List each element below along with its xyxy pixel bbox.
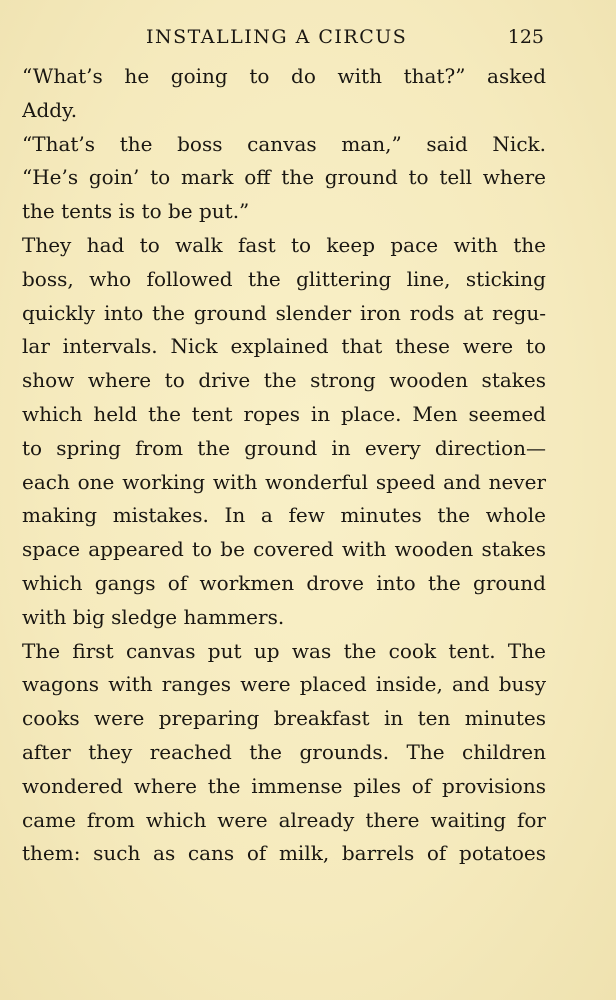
text-line: show where to drive the strong wooden stakes xyxy=(22,368,546,393)
text-line: cooks were preparing breakfast in ten minutes xyxy=(22,706,546,731)
text-line: which gangs of workmen drove into the ground xyxy=(22,570,546,595)
text-line: lar intervals. Nick explained that these were to xyxy=(22,334,546,359)
text-line: making mistakes. In a few minutes the whole xyxy=(22,503,546,528)
text-line: them: such as cans of milk, barrels of potatoes xyxy=(22,841,546,866)
text-line: to spring from the ground in every direction— xyxy=(22,435,546,460)
page-header xyxy=(0,24,616,54)
text-line: “He’s goin’ to mark off the ground to tell where xyxy=(22,165,546,190)
page-number: 125 xyxy=(507,26,544,48)
text-line: Addy. xyxy=(22,97,78,122)
text-line: each one working with wonderful speed and never xyxy=(22,469,546,494)
text-line: wondered where the immense piles of provisions xyxy=(22,773,546,798)
text-line: space appeared to be covered with wooden stakes xyxy=(22,537,546,562)
text-line: “That’s the boss canvas man,” said Nick. xyxy=(22,131,546,156)
text-line: “What’s he going to do with that?” asked xyxy=(22,64,546,88)
text-line: boss, who followed the glittering line, sticking xyxy=(22,266,546,291)
text-line: The first canvas put up was the cook tent. The xyxy=(22,638,546,663)
running-head: INSTALLING A CIRCUS xyxy=(146,26,408,48)
text-line: after they reached the grounds. The children xyxy=(22,739,546,764)
text-line: with big sledge hammers. xyxy=(22,604,285,629)
text-line: the tents is to be put.” xyxy=(22,199,250,224)
text-line: which held the tent ropes in place. Men seemed xyxy=(22,401,546,426)
text-line: quickly into the ground slender iron rods at regu- xyxy=(22,300,546,325)
text-line: came from which were already there waiting for xyxy=(22,807,546,832)
text-line: They had to walk fast to keep pace with the xyxy=(22,232,546,257)
body-text xyxy=(22,60,546,871)
text-line: wagons with ranges were placed inside, and busy xyxy=(22,672,546,697)
